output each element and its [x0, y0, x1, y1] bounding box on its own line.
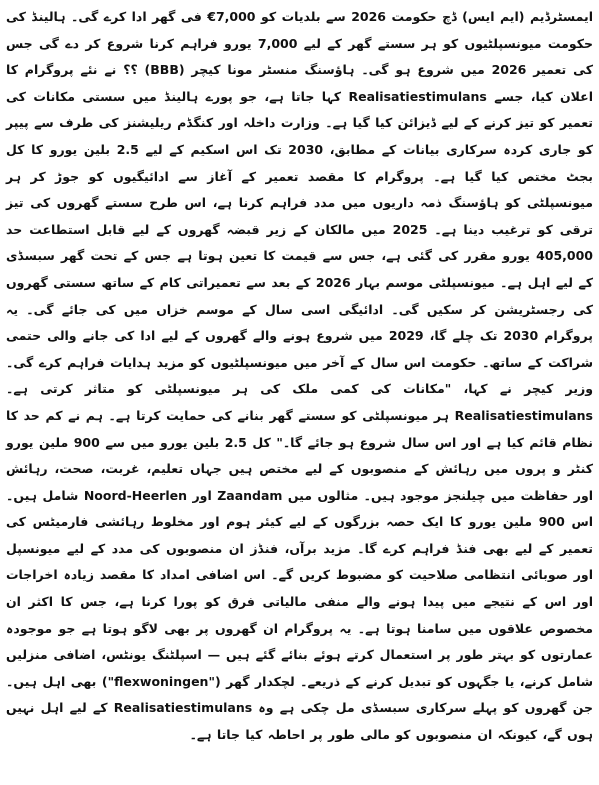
article-body: ایمسٹرڈیم (ایم ایس) ڈچ حکومت 2026 سے بلدیات کو 7,000€ فی گھر ادا کرے گی۔ ہالینڈ کی حکومت میونسپلٹیوں کو ہر سستے گھر کے لیے 7,000 یورو فراہم کرنا شروع کر دے گی جس کی تعمیر 2026 میں شروع ہو گی۔ ہاؤسنگ منسٹر مونا کیچر (BBB) ؟؟ نے نئے پروگرام کا اعلان کیا، جسے Realisatiestimulans کہا جاتا ہے، جو پورے ہالینڈ میں سستی مکانات کی تعمیر کو تیز کرنے کے لیے ڈیزائن کیا گیا ہے۔ وزارت داخلہ اور کنگڈم ریلیشنز کی طرف سے پیپر کو جاری کردہ سرکاری بیانات کے مطابق، 2030 تک اس اسکیم کے لیے 2.5 بلین یورو کا کل بجٹ مختص کیا گیا ہے۔ پروگرام کا مقصد تعمیر کے آغاز سے ادائیگیوں کو جوڑ کر ہر میونسپلٹی کو ہاؤسنگ ذمہ داریوں میں مدد فراہم کرنا ہے، اس طرح سستے گھروں کی تیز ترقی کو ترغیب دینا ہے۔ 2025 میں مالکان کے زیر قبضہ گھروں کے لیے قابل استطاعت حد 405,000 یورو مقرر کی گئی ہے، جس سے قیمت کا تعین ہوتا ہے جس کے تحت گھر سبسڈی کے لیے اہل ہے۔ میونسپلٹی موسم بہار 2026 کے بعد سے تعمیراتی کام کے ساتھ سستی گھروں کی رجسٹریشن کر سکیں گی۔ ادائیگی اسی سال کے موسم خزاں میں کی جائے گی۔ یہ پروگرام 2030 تک چلے گا، 2029 میں شروع ہونے والے گھروں کے لیے ادا کی جانے والی حتمی شراکت کے ساتھ۔ حکومت اس سال کے آخر میں میونسپلٹیوں کو مزید ہدایات فراہم کرے گی۔ وزیر کیچر نے کہا، "مکانات کی کمی ملک کی ہر میونسپلٹی کو متاثر کرتی ہے۔ Realisatiestimulans ہر میونسپلٹی کو سستے گھر بنانے کی حمایت کرتا ہے۔ ہم نے کم حد کا نظام قائم کیا ہے اور اس سال شروع ہو جائے گا۔" کل 2.5 بلین یورو میں سے 900 ملین یورو کنٹر و پروں میں رہائش کے منصوبوں کے لیے مختص ہیں جہاں تعلیم، غربت، صحت، رہائش اور حفاظت میں چیلنجز موجود ہیں۔ مثالوں میں Zaandam اور Noord-Heerlen شامل ہیں۔ اس 900 ملین یورو کا ایک حصہ بزرگوں کے لیے کیئر ہوم اور مخلوط رہائشی فارمیٹس کی تعمیر کے لیے بھی فنڈ فراہم کرے گا۔ مزید برآں، فنڈز ان منصوبوں کی مدد کے لیے میونسپل اور صوبائی انتظامی صلاحیت کو مضبوط کریں گے۔ اس اضافی امداد کا مقصد زیادہ اخراجات اور اس کے نتیجے میں پیدا ہونے والے منفی مالیاتی فرق کو پورا کرنا ہے، جس کا اکثر ان مخصوص علاقوں میں سامنا ہوتا ہے۔ یہ پروگرام ان گھروں پر بھی لاگو ہوتا ہے جو موجودہ عمارتوں کو بہتر طور پر استعمال کرتے ہوئے بنائے گئے ہیں — اسپلٹنگ یونٹس، اضافی منزلیں شامل کرنے، یا جگہوں کو تبدیل کرنے کے ذریعے۔ لچکدار گھر ("flexwoningen") بھی اہل ہیں۔ جن گھروں کو پہلے سرکاری سبسڈی مل چکی ہے وہ Realisatiestimulans کے لیے اہل نہیں ہوں گے، کیونکہ ان منصوبوں کو مالی طور پر احاطہ کیا جاتا ہے۔ — [6, 9, 594, 743]
news-article — [6, 4, 593, 749]
